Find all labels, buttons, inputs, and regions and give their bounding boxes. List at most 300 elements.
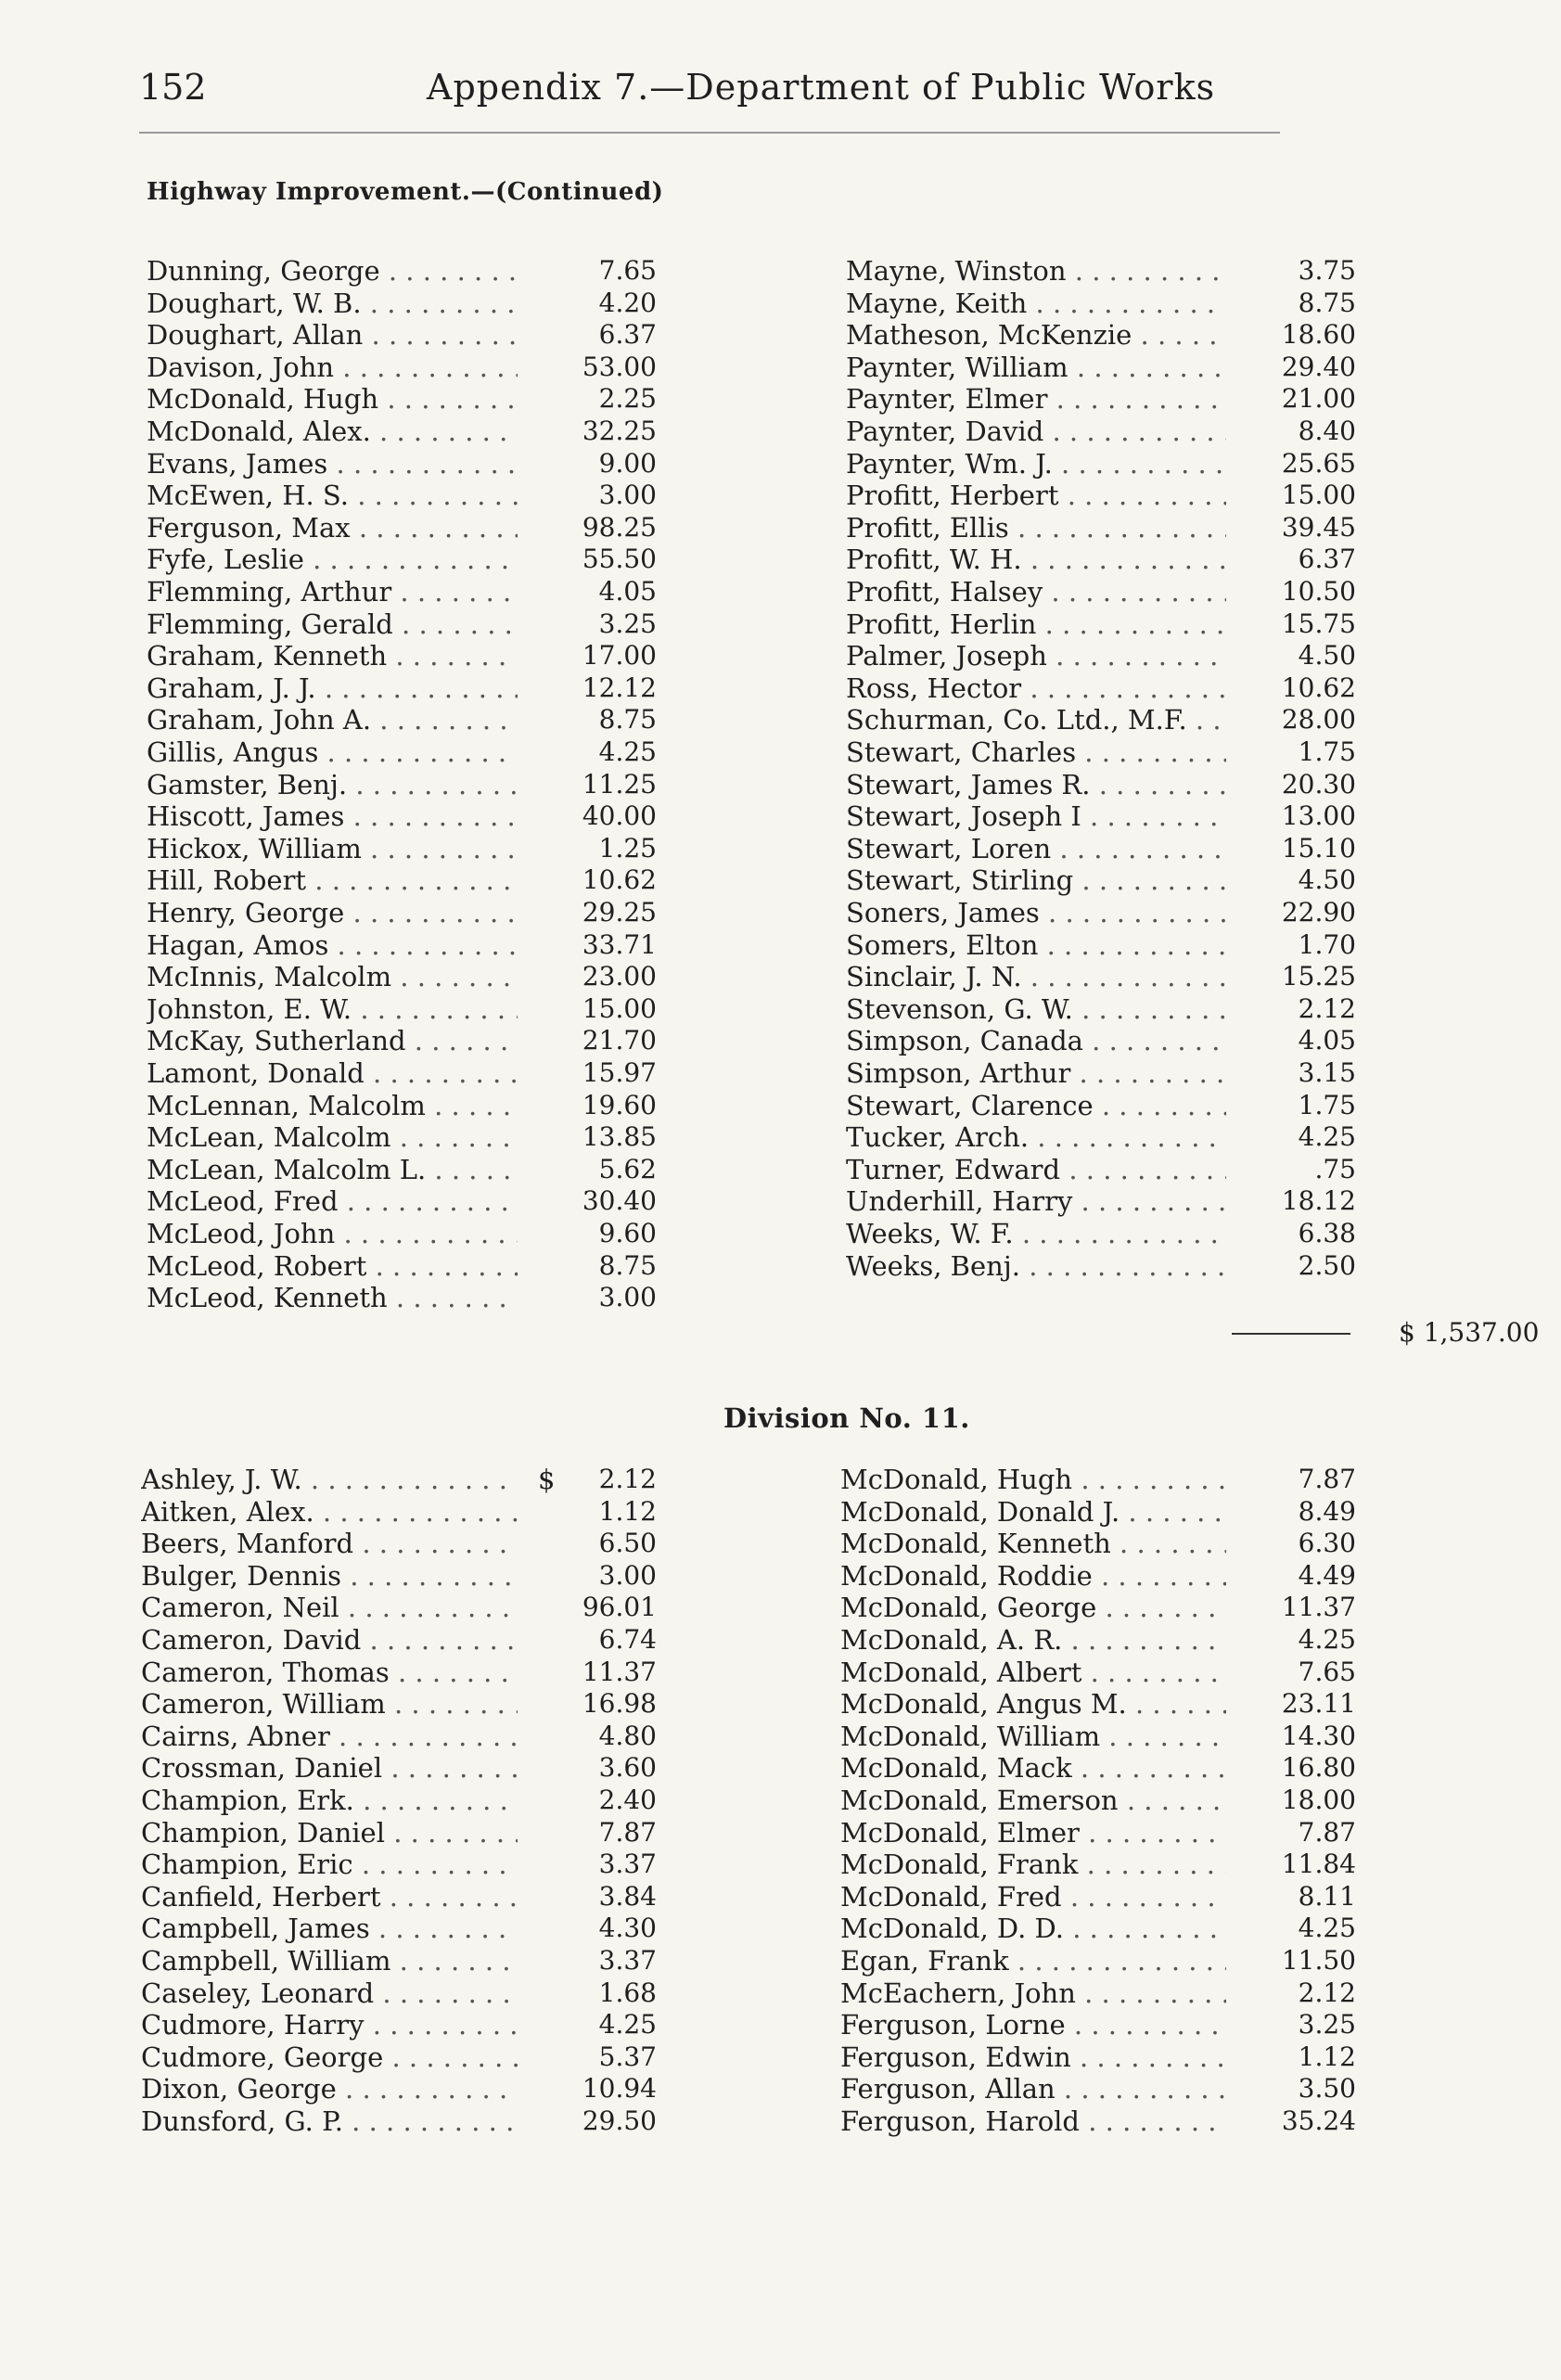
- entry-name: Matheson, McKenzie . . .: [846, 319, 1226, 351]
- list-item: [840, 1496, 1356, 1528]
- entry-name: Profitt, Herlin . . .: [846, 608, 1226, 640]
- entry-amount: 4.30: [598, 1913, 657, 1944]
- list-item: [846, 608, 1356, 640]
- entry-amount: 15.75: [1281, 608, 1356, 639]
- list-item: [840, 1464, 1356, 1495]
- entry-name: McEwen, H. S. . . .: [147, 480, 518, 511]
- entry-name: Cameron, Thomas . . .: [141, 1657, 518, 1688]
- list-item: [141, 1560, 657, 1592]
- entry-amount: 15.10: [1281, 832, 1356, 864]
- entry-amount: 4.25: [598, 736, 657, 767]
- entry-name: Hill, Robert . . .: [147, 864, 518, 896]
- list-item: [846, 833, 1356, 864]
- entry-amount: 4.25: [1298, 1121, 1356, 1153]
- entry-name: Underhill, Harry . . .: [846, 1185, 1226, 1217]
- entry-name: Tucker, Arch. . . .: [846, 1121, 1226, 1153]
- list-item: [147, 833, 657, 864]
- entry-amount: 29.40: [1281, 351, 1356, 382]
- entry-amount: 18.12: [1281, 1185, 1356, 1217]
- entry-amount: 11.25: [582, 768, 657, 800]
- list-item: [846, 800, 1356, 832]
- entry-amount: 15.97: [582, 1057, 657, 1088]
- entry-name: Caseley, Leonard . . .: [141, 1977, 518, 2009]
- list-item: [141, 1721, 657, 1752]
- entry-name: Profitt, Halsey . . .: [846, 576, 1226, 608]
- entry-amount: 29.25: [582, 897, 657, 928]
- entry-amount: 40.00: [582, 800, 657, 832]
- entry-name: Graham, Kenneth . . .: [147, 640, 518, 672]
- list-item: [141, 2105, 657, 2137]
- entry-name: McLennan, Malcolm . . .: [147, 1090, 518, 1121]
- list-item: [840, 1528, 1356, 1559]
- entry-amount: 3.37: [598, 1849, 657, 1880]
- list-item: [846, 640, 1356, 672]
- entry-amount: 2.12: [598, 1464, 657, 1494]
- entry-name: Simpson, Canada . . .: [846, 1025, 1226, 1056]
- entry-name: McDonald, Elmer . . .: [840, 1817, 1226, 1849]
- entry-name: Ross, Hector . . .: [846, 672, 1226, 704]
- entry-amount: 3.25: [1298, 2009, 1356, 2041]
- list-item: [846, 993, 1356, 1025]
- entry-name: Gillis, Angus . . .: [147, 736, 518, 768]
- list-item: [846, 1154, 1356, 1185]
- entry-amount: 3.75: [1298, 255, 1356, 286]
- list-item: [846, 544, 1356, 575]
- list-item: [147, 319, 657, 351]
- entry-amount: 14.30: [1281, 1720, 1356, 1751]
- list-item: [147, 1090, 657, 1121]
- entry-amount: 3.50: [1298, 2073, 1356, 2105]
- list-item: [840, 1817, 1356, 1849]
- entry-amount: 8.75: [598, 704, 657, 736]
- entry-name: Stewart, James R. . . .: [846, 769, 1226, 800]
- entry-name: Flemming, Gerald . . .: [147, 608, 518, 640]
- entry-amount: 6.37: [1298, 544, 1356, 575]
- entry-name: Ferguson, Max . . .: [147, 512, 518, 544]
- entry-name: Cameron, William . . .: [141, 1688, 518, 1720]
- entry-amount: 4.25: [1298, 1624, 1356, 1655]
- entry-amount: 6.74: [598, 1624, 657, 1655]
- list-item: [846, 1057, 1356, 1089]
- division-title: Division No. 11.: [723, 1402, 970, 1434]
- entry-name: Paynter, Elmer . . .: [846, 383, 1226, 415]
- list-item: [840, 1881, 1356, 1913]
- entry-name: McLean, Malcolm . . .: [147, 1121, 518, 1153]
- entry-amount: 55.50: [582, 544, 657, 575]
- entry-amount: 11.37: [1281, 1592, 1356, 1623]
- entry-name: Hickox, William . . .: [147, 833, 518, 864]
- entry-name: Champion, Daniel . . .: [141, 1817, 518, 1849]
- list-item: [147, 416, 657, 447]
- entry-amount: 13.85: [582, 1121, 657, 1153]
- entry-amount: 30.40: [582, 1185, 657, 1217]
- entry-name: McDonald, Emerson . . .: [840, 1785, 1226, 1816]
- entry-amount: 3.00: [598, 480, 657, 511]
- entry-name: Beers, Manford . . .: [141, 1528, 518, 1559]
- entry-name: McInnis, Malcolm . . .: [147, 961, 518, 992]
- list-item: [147, 1025, 657, 1056]
- entry-amount: 5.37: [598, 2041, 657, 2072]
- entry-name: Ferguson, Edwin . . .: [840, 2041, 1226, 2073]
- entry-amount: 3.37: [598, 1945, 657, 1976]
- list-item: [840, 2041, 1356, 2073]
- entry-amount: 1.12: [598, 1495, 657, 1527]
- list-item: [141, 1913, 657, 1944]
- entry-name: Crossman, Daniel . . .: [141, 1752, 518, 1784]
- header-rule: [139, 132, 1280, 134]
- entry-amount: 4.25: [1298, 1913, 1356, 1944]
- section-title: Highway Improvement.—(Continued): [147, 178, 664, 206]
- entry-name: Cudmore, Harry . . .: [141, 2009, 518, 2041]
- entry-name: Cudmore, George . . .: [141, 2041, 518, 2073]
- entry-amount: 22.90: [1281, 897, 1356, 928]
- entry-name: Graham, J. J. . . .: [147, 672, 518, 704]
- entry-amount: 1.12: [1298, 2041, 1356, 2072]
- entry-name: Fyfe, Leslie . . .: [147, 544, 518, 575]
- list-item: [147, 800, 657, 832]
- entry-amount: 1.68: [598, 1977, 657, 2008]
- entry-name: McDonald, George . . .: [840, 1592, 1226, 1623]
- entry-name: McLeod, Kenneth . . .: [147, 1282, 518, 1313]
- entry-amount: 9.60: [598, 1218, 657, 1248]
- list-item: [147, 640, 657, 672]
- entry-name: Mayne, Keith . . .: [846, 288, 1226, 319]
- entry-amount: 15.00: [582, 992, 657, 1024]
- entry-name: Campbell, William . . .: [141, 1945, 518, 1977]
- entry-amount: 3.00: [598, 1559, 657, 1591]
- list-item: [141, 2041, 657, 2073]
- entry-name: Weeks, W. F. . . .: [846, 1218, 1226, 1249]
- list-item: [840, 1657, 1356, 1688]
- entry-name: McDonald, Frank . . .: [840, 1849, 1226, 1880]
- entry-name: Paynter, Wm. J. . . .: [846, 448, 1226, 480]
- entry-name: Stewart, Loren . . .: [846, 833, 1226, 864]
- entry-amount: 1.75: [1298, 1089, 1356, 1120]
- entry-name: Lamont, Donald . . .: [147, 1057, 518, 1089]
- entry-name: Stewart, Clarence . . .: [846, 1090, 1226, 1121]
- entry-amount: 15.25: [1281, 961, 1356, 992]
- list-item: [147, 1250, 657, 1282]
- entry-name: McDonald, Donald J. . . .: [840, 1496, 1226, 1528]
- entry-name: McDonald, Albert . . .: [840, 1657, 1226, 1688]
- entry-name: Doughart, W. B. . . .: [147, 288, 518, 319]
- entry-amount: 21.00: [1281, 383, 1356, 415]
- entry-amount: 10.62: [582, 864, 657, 896]
- entry-name: Cameron, David . . .: [141, 1624, 518, 1656]
- entry-name: Ferguson, Allan . . .: [840, 2073, 1226, 2105]
- entry-amount: 23.00: [582, 961, 657, 992]
- entry-name: Schurman, Co. Ltd., M.F. . . .: [846, 704, 1226, 736]
- entry-amount: 10.50: [1281, 576, 1356, 607]
- entry-amount: 19.60: [582, 1089, 657, 1120]
- page-header: [139, 67, 1271, 122]
- entry-amount: 5.62: [598, 1153, 657, 1184]
- entry-name: McDonald, Mack . . .: [840, 1752, 1226, 1784]
- entry-name: Champion, Eric . . .: [141, 1849, 518, 1880]
- entry-name: Graham, John A. . . .: [147, 704, 518, 736]
- list-item: [147, 480, 657, 511]
- list-item: [147, 352, 657, 383]
- entry-name: Stewart, Charles . . .: [846, 736, 1226, 768]
- list-item: [840, 1945, 1356, 1977]
- entry-amount: 11.37: [582, 1656, 657, 1687]
- list-item: [147, 1218, 657, 1249]
- entry-amount: 25.65: [1281, 447, 1356, 479]
- entry-amount: 7.65: [598, 255, 657, 286]
- entry-name: Campbell, James . . .: [141, 1913, 518, 1944]
- list-item: [846, 1090, 1356, 1121]
- list-item: [840, 1624, 1356, 1656]
- list-item: [147, 608, 657, 640]
- list-item: [147, 512, 657, 544]
- entry-name: Stewart, Joseph I . . .: [846, 800, 1226, 832]
- entry-amount: 2.25: [598, 383, 657, 415]
- entry-amount: 10.62: [1281, 672, 1356, 703]
- list-item: [840, 1688, 1356, 1720]
- entry-amount: 4.05: [598, 576, 657, 607]
- list-item: [147, 576, 657, 608]
- list-item: [840, 1785, 1356, 1816]
- entry-name: Mayne, Winston . . .: [846, 255, 1226, 287]
- list-item: [840, 1913, 1356, 1944]
- list-item: [840, 2009, 1356, 2041]
- entry-amount: 7.87: [598, 1816, 657, 1848]
- list-item: [141, 1849, 657, 1880]
- entry-name: Stewart, Stirling . . .: [846, 864, 1226, 896]
- entry-amount: 29.50: [582, 2105, 657, 2136]
- entry-name: Cameron, Neil . . .: [141, 1592, 518, 1623]
- entry-name: Canfield, Herbert . . .: [141, 1881, 518, 1913]
- entry-amount: 2.40: [598, 1785, 657, 1815]
- list-item: [141, 1688, 657, 1720]
- entry-amount: 8.40: [1298, 416, 1356, 446]
- list-item: [147, 704, 657, 736]
- entry-name: McKay, Sutherland . . .: [147, 1025, 518, 1056]
- entry-amount: 98.25: [582, 511, 657, 543]
- entry-amount: 20.30: [1281, 768, 1356, 800]
- entry-name: Ferguson, Lorne . . .: [840, 2009, 1226, 2041]
- list-item: [147, 736, 657, 768]
- list-item: [141, 1657, 657, 1688]
- entry-name: Bulger, Dennis . . .: [141, 1560, 518, 1592]
- entry-amount: 4.50: [1298, 640, 1356, 672]
- list-item: [147, 929, 657, 961]
- entry-name: Davison, John . . .: [147, 352, 518, 383]
- entry-name: McDonald, A. R. . . .: [840, 1624, 1226, 1656]
- entry-name: Champion, Erk. . . .: [141, 1785, 518, 1816]
- entry-amount: 96.01: [582, 1592, 657, 1623]
- list-item: [147, 897, 657, 928]
- entry-name: McDonald, William . . .: [840, 1721, 1226, 1752]
- entry-amount: 11.84: [1281, 1849, 1356, 1880]
- list-item: [846, 769, 1356, 800]
- list-item: [147, 1154, 657, 1185]
- entry-amount: 7.65: [1298, 1656, 1356, 1687]
- entry-name: McDonald, Kenneth . . .: [840, 1528, 1226, 1559]
- entry-amount: 33.71: [582, 928, 657, 960]
- list-item: [147, 1057, 657, 1089]
- entry-name: Weeks, Benj. . . .: [846, 1250, 1226, 1282]
- list-item: [141, 1977, 657, 2009]
- entry-name: McLeod, John . . .: [147, 1218, 518, 1249]
- list-item: [147, 961, 657, 992]
- entry-amount: 4.50: [1298, 864, 1356, 896]
- list-item: [141, 1464, 657, 1495]
- entry-name: McDonald, Hugh . . .: [147, 383, 518, 415]
- list-item: [846, 319, 1356, 351]
- list-item: [141, 2073, 657, 2105]
- entry-name: McDonald, Roddie . . .: [840, 1560, 1226, 1592]
- entry-amount: 11.50: [1281, 1945, 1356, 1976]
- list-item: [846, 416, 1356, 447]
- entry-name: Dunning, George . . .: [147, 255, 518, 287]
- entry-amount: 15.00: [1281, 480, 1356, 511]
- section-total: $ 1,537.00: [1399, 1317, 1540, 1348]
- entry-amount: 8.75: [1298, 287, 1356, 318]
- entry-amount: 21.70: [582, 1025, 657, 1056]
- list-item: [846, 736, 1356, 768]
- entry-amount: 1.70: [1298, 928, 1356, 960]
- entry-name: Ferguson, Harold . . .: [840, 2105, 1226, 2137]
- entry-amount: 8.75: [598, 1249, 657, 1281]
- entry-amount: .75: [1314, 1153, 1356, 1184]
- list-item: [141, 1945, 657, 1977]
- entry-name: McLeod, Fred . . .: [147, 1185, 518, 1217]
- entry-name: Cairns, Abner . . .: [141, 1721, 518, 1752]
- list-item: [147, 544, 657, 575]
- entry-amount: 32.25: [582, 416, 657, 446]
- list-item: [840, 1977, 1356, 2009]
- list-item: [141, 1528, 657, 1559]
- page-title: Appendix 7.—Department of Public Works: [427, 67, 1216, 108]
- list-item: [141, 1592, 657, 1623]
- entry-amount: 4.05: [1298, 1025, 1356, 1056]
- list-item: [846, 448, 1356, 480]
- entry-amount: 8.49: [1298, 1495, 1356, 1527]
- entry-amount: 6.50: [598, 1528, 657, 1559]
- entry-name: Sinclair, J. N. . . .: [846, 961, 1226, 992]
- entry-amount: 18.60: [1281, 319, 1356, 351]
- list-item: [846, 576, 1356, 608]
- entry-amount: 9.00: [598, 447, 657, 479]
- entry-amount: 4.80: [598, 1720, 657, 1751]
- entry-name: Egan, Frank . . .: [840, 1945, 1226, 1977]
- entry-name: Stevenson, G. W. . . .: [846, 993, 1226, 1025]
- list-item: [840, 1592, 1356, 1623]
- list-item: [147, 1185, 657, 1217]
- list-item: [147, 1121, 657, 1153]
- entry-amount: 4.25: [598, 2009, 657, 2041]
- list-item: [840, 2105, 1356, 2137]
- entry-name: McDonald, D. D. . . .: [840, 1913, 1226, 1944]
- entry-amount: 16.98: [582, 1688, 657, 1720]
- list-item: [846, 1218, 1356, 1249]
- entry-name: McLeod, Robert . . .: [147, 1250, 518, 1282]
- list-item: [846, 897, 1356, 928]
- entry-name: McEachern, John . . .: [840, 1977, 1226, 2009]
- entry-amount: 4.20: [598, 287, 657, 318]
- list-item: [846, 704, 1356, 736]
- entry-amount: 6.38: [1298, 1218, 1356, 1248]
- entry-name: Flemming, Arthur . . .: [147, 576, 518, 608]
- list-item: [846, 864, 1356, 896]
- entry-name: Soners, James . . .: [846, 897, 1226, 928]
- list-item: [141, 1881, 657, 1913]
- entry-name: McLean, Malcolm L. . . .: [147, 1154, 518, 1185]
- entry-amount: 3.15: [1298, 1057, 1356, 1088]
- list-item: [846, 1121, 1356, 1153]
- list-item: [846, 672, 1356, 704]
- entry-name: McDonald, Hugh . . .: [840, 1464, 1226, 1495]
- total-rule: [1232, 1333, 1350, 1335]
- entry-name: Johnston, E. W. . . .: [147, 993, 518, 1025]
- list-item: [840, 1752, 1356, 1784]
- entry-name: Paynter, William . . .: [846, 352, 1226, 383]
- list-item: [147, 672, 657, 704]
- entry-name: McDonald, Alex. . . .: [147, 416, 518, 447]
- list-item: [141, 1624, 657, 1656]
- entry-amount: 1.25: [598, 832, 657, 864]
- entry-amount: 16.80: [1281, 1752, 1356, 1784]
- list-item: [846, 352, 1356, 383]
- entry-name: Ashley, J. W. . . .: [141, 1464, 518, 1495]
- entry-amount: 6.30: [1298, 1528, 1356, 1559]
- entry-amount: 4.49: [1298, 1559, 1356, 1591]
- entry-name: Profitt, Herbert . . .: [846, 480, 1226, 511]
- list-item: [846, 383, 1356, 415]
- list-item: [147, 288, 657, 319]
- list-item: [846, 255, 1356, 287]
- entry-name: Turner, Edward . . .: [846, 1154, 1226, 1185]
- list-item: [846, 288, 1356, 319]
- list-item: [147, 1282, 657, 1313]
- entry-amount: 3.84: [598, 1880, 657, 1912]
- entry-name: Dixon, George . . .: [141, 2073, 518, 2105]
- list-item: [840, 2073, 1356, 2105]
- list-item: [147, 864, 657, 896]
- entry-name: Paynter, David . . .: [846, 416, 1226, 447]
- list-item: [846, 1185, 1356, 1217]
- entry-name: Hiscott, James . . .: [147, 800, 518, 832]
- list-item: [840, 1721, 1356, 1752]
- entry-amount: 3.25: [598, 608, 657, 639]
- entry-amount: 8.11: [1298, 1880, 1356, 1912]
- list-item: [846, 929, 1356, 961]
- list-item: [141, 2009, 657, 2041]
- entry-amount: 39.45: [1281, 511, 1356, 543]
- entry-amount: 2.50: [1298, 1249, 1356, 1281]
- list-item: [141, 1752, 657, 1784]
- list-item: [840, 1849, 1356, 1880]
- list-item: [141, 1496, 657, 1528]
- entry-name: McDonald, Fred . . .: [840, 1881, 1226, 1913]
- entry-amount: 3.60: [598, 1752, 657, 1784]
- entry-amount: 10.94: [582, 2073, 657, 2105]
- entry-name: Simpson, Arthur . . .: [846, 1057, 1226, 1089]
- entry-amount: 2.12: [1298, 1977, 1356, 2008]
- entry-name: Henry, George . . .: [147, 897, 518, 928]
- dollar-sign: $: [538, 1464, 556, 1495]
- entry-name: Profitt, W. H. . . .: [846, 544, 1226, 575]
- entry-name: Gamster, Benj. . . .: [147, 769, 518, 800]
- entry-amount: 7.87: [1298, 1464, 1356, 1494]
- entry-amount: 1.75: [1298, 736, 1356, 767]
- list-item: [846, 480, 1356, 511]
- list-item: [846, 1025, 1356, 1056]
- list-item: [846, 961, 1356, 992]
- entry-amount: 53.00: [582, 351, 657, 382]
- list-item: [141, 1785, 657, 1816]
